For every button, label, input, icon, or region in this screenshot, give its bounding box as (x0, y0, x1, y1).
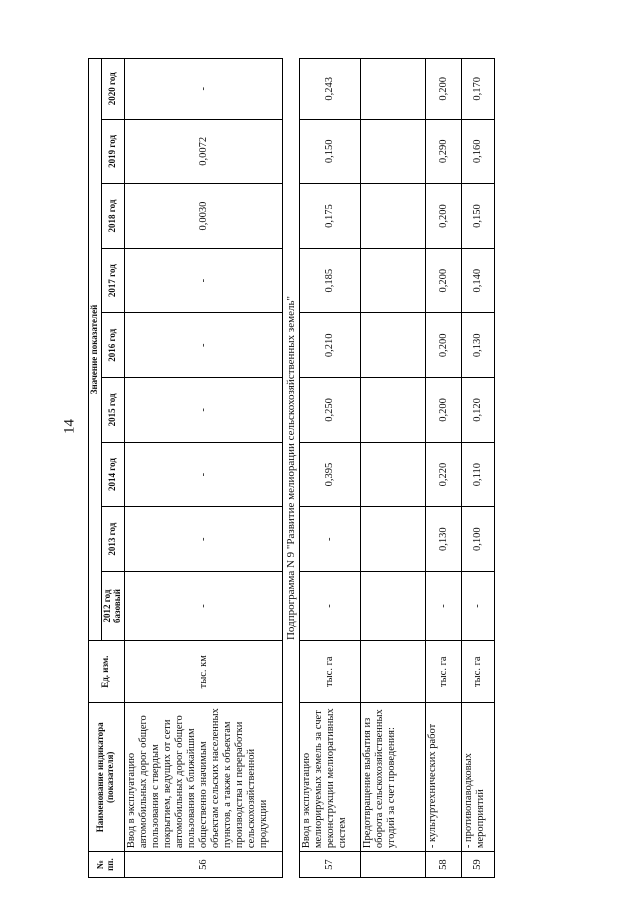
row-value: - (461, 572, 494, 641)
row-value (360, 248, 425, 313)
row-value: 0,0030 (124, 184, 282, 249)
header-year: 2015 год (101, 378, 124, 443)
row-value: 0,200 (425, 248, 461, 313)
row-value (360, 378, 425, 443)
row-value: 0,243 (299, 59, 360, 120)
table-row (299, 59, 360, 878)
row-unit: тыс. га (461, 640, 494, 702)
row-value (360, 119, 425, 184)
row-unit: тыс. га (299, 640, 360, 702)
row-value: 0,160 (461, 119, 494, 184)
row-unit: тыс. га (425, 640, 461, 702)
row-value: - (124, 507, 282, 572)
row-name: Ввод в эксплуатацию автомобильных дорог общего пользования с твердым покрытием, ведущих от сети автомобильных дорог общего пользования к ближайшим общественно значимым объектам сельских населенных пунктов, а также к объектам производства и переработки сельскохозяйственной продукции (124, 703, 282, 852)
table-row (360, 59, 425, 878)
row-name: Ввод в эксплуатацию мелиорируемых земель за счет реконструкции мелиоративных систем (299, 703, 360, 852)
row-value: - (124, 378, 282, 443)
row-num (360, 852, 425, 878)
row-value: 0,200 (425, 184, 461, 249)
header-year: 2012 год базовый (101, 572, 124, 641)
row-value: - (124, 572, 282, 641)
row-value: 0,200 (425, 59, 461, 120)
row-value: 0,210 (299, 313, 360, 378)
row-value: - (124, 248, 282, 313)
row-value: 0,140 (461, 248, 494, 313)
row-value: 0,170 (461, 59, 494, 120)
header-name: Наименование индикатора (показателя) (89, 703, 125, 852)
table-row (425, 59, 461, 878)
row-value: 0,120 (461, 378, 494, 443)
row-unit: тыс. км (124, 640, 282, 702)
row-name: Предотвращение выбытия из оборота сельскохозяйственных угодий за счет проведения: (360, 703, 425, 852)
row-value: 0,250 (299, 378, 360, 443)
row-value: 0,150 (461, 184, 494, 249)
row-value: 0,100 (461, 507, 494, 572)
row-num: 59 (461, 852, 494, 878)
row-value: - (299, 507, 360, 572)
row-value (360, 442, 425, 507)
row-value: 0,395 (299, 442, 360, 507)
header-year: 2017 год (101, 248, 124, 313)
row-unit (360, 640, 425, 702)
header-year: 2016 год (101, 313, 124, 378)
row-value (360, 572, 425, 641)
row-name: - противопаводковых мероприятий (461, 703, 494, 852)
row-value: 0,175 (299, 184, 360, 249)
row-value: 0,200 (425, 313, 461, 378)
section-row (282, 59, 299, 878)
row-value: 0,200 (425, 378, 461, 443)
header-year: 2019 год (101, 119, 124, 184)
row-num: 56 (124, 852, 282, 878)
header-year: 2020 год (101, 59, 124, 120)
row-value (360, 507, 425, 572)
table-row (461, 59, 494, 878)
row-value (360, 184, 425, 249)
row-value: 0,130 (425, 507, 461, 572)
header-num: № пп. (89, 852, 125, 878)
row-value: 0,290 (425, 119, 461, 184)
row-value: - (299, 572, 360, 641)
row-value: 0,130 (461, 313, 494, 378)
rotated-table-container (88, 58, 616, 878)
header-year: 2013 год (101, 507, 124, 572)
indicator-table-wrapper (88, 58, 616, 878)
page-number: 14 (61, 419, 78, 434)
row-value: 0,185 (299, 248, 360, 313)
section-title: Подпрограмма N 9 "Развитие мелиорации сельскохозяйственных земель" (282, 59, 299, 878)
row-value: 0,0072 (124, 119, 282, 184)
row-value (360, 313, 425, 378)
row-value: 0,220 (425, 442, 461, 507)
header-unit: Ед. изм. (89, 640, 125, 702)
row-value (360, 59, 425, 120)
row-value: 0,110 (461, 442, 494, 507)
indicator-table (88, 58, 495, 878)
row-value: - (425, 572, 461, 641)
table-row (124, 59, 282, 878)
row-num: 57 (299, 852, 360, 878)
row-num: 58 (425, 852, 461, 878)
row-value: - (124, 442, 282, 507)
row-value: - (124, 59, 282, 120)
header-year: 2018 год (101, 184, 124, 249)
row-value: 0,150 (299, 119, 360, 184)
row-value: - (124, 313, 282, 378)
header-values-group: Значение показателей (89, 59, 102, 641)
header-year: 2014 год (101, 442, 124, 507)
row-name: - культуртехнических работ (425, 703, 461, 852)
